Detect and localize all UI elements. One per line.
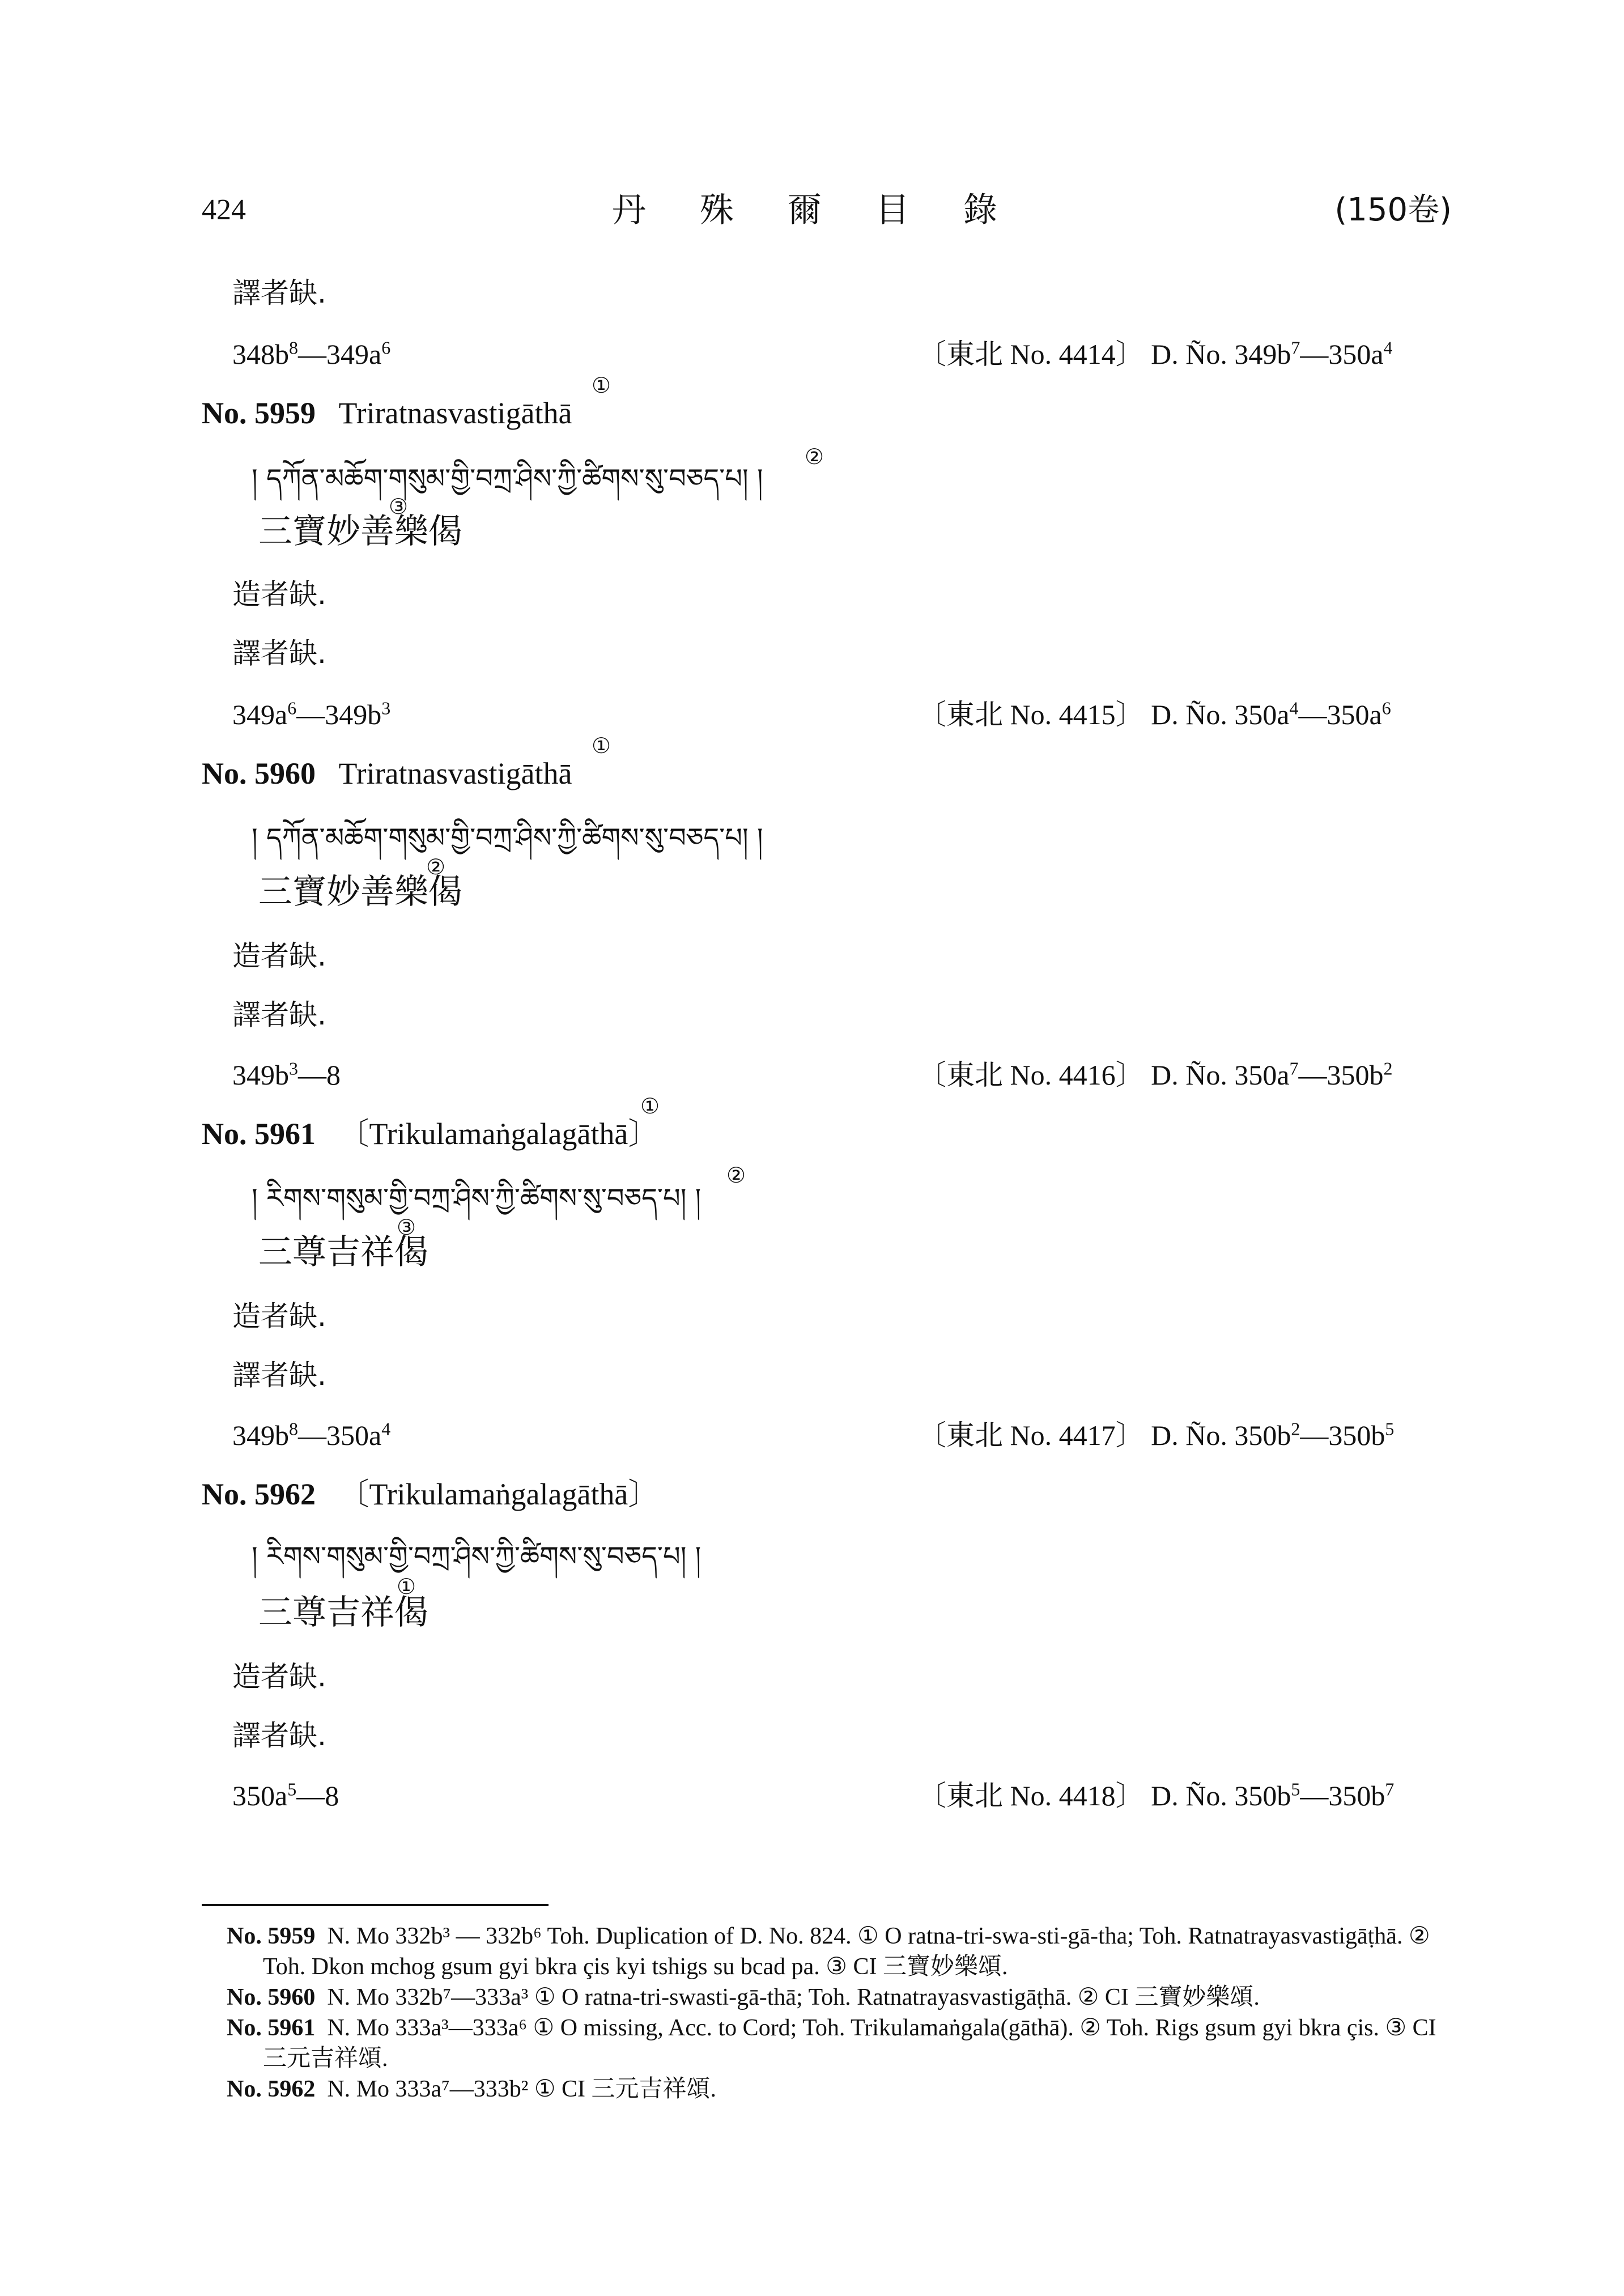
tibetan-title: ། རིགས་གསུམ་གྱི་བཀྲ་ཤིས་ཀྱི་ཚིགས་སུ་བཅད་པ། ། — [252, 1541, 702, 1572]
translator-line: 譯者缺. — [232, 1359, 326, 1392]
translator-line: 譯者缺. — [232, 637, 326, 670]
note-marker: ① — [592, 733, 611, 758]
note-marker: ② — [805, 444, 824, 469]
note-marker: ① — [397, 1574, 416, 1599]
tibetan-title: ། དཀོན་མཆོག་གསུམ་གྱི་བཀྲ་ཤིས་ཀྱི་ཚིགས་སུ་བཅད་པ། ། — [252, 463, 763, 495]
note-marker: ② — [426, 854, 446, 879]
note-marker: ② — [726, 1163, 746, 1188]
footnote: No. 5959 N. Mo 332b³ — 332b⁶ Toh. Duplication of D. No. 824. ① O ratna-tri-swa-sti-gā-tha; Toh. Ratnatrayasvastigāṭhā. ② Toh. Dkon mchog gsum gyi bkra çis kyi tshigs su bcad pa. ③ CI 三寶妙樂頌. — [227, 1923, 1430, 1980]
footnote: No. 5962 N. Mo 333a⁷—333b² ① CI 三元吉祥頌. — [227, 2076, 717, 2102]
note-marker: ① — [640, 1094, 660, 1119]
tibetan-title: ། དཀོན་མཆོག་གསུམ་གྱི་བཀྲ་ཤིས་ཀྱི་ཚིགས་སུ་བཅད་པ། ། — [252, 822, 763, 854]
folio-range: $350a^5—8$ — [232, 1779, 339, 1812]
chinese-title: 三尊吉祥偈 — [258, 1232, 428, 1272]
running-title-char: 丹 — [612, 190, 646, 230]
footnote: No. 5960 N. Mo 332b⁷—333a³ ① O ratna-tri-swasti-gā-thā; Toh. Ratnatrayasvastigāṭhā. ② CI 三寶妙樂頌. — [227, 1984, 1260, 2010]
cross-reference: 〔東北 No. 4417〕 D. Ño. $350b^2—350b^5$ — [918, 1418, 1395, 1451]
running-title-char: 殊 — [700, 190, 734, 230]
volume-label: (150卷) — [1334, 192, 1452, 228]
chinese-title: 三寶妙善樂偈 — [258, 872, 462, 912]
author-line: 造者缺. — [232, 578, 326, 611]
cross-reference: 〔東北 No. 4415〕 D. Ño. $350a^4—350a^6$ — [918, 698, 1391, 730]
footnote-rule — [202, 1904, 549, 1906]
cross-reference: 〔東北 No. 4418〕 D. Ño. $350b^5—350b^7$ — [918, 1779, 1395, 1812]
tibetan-title: ། རིགས་གསུམ་གྱི་བཀྲ་ཤིས་ཀྱི་ཚིགས་སུ་བཅད་པ། ། — [252, 1183, 702, 1214]
folio-range: $349b^3—8$ — [232, 1058, 341, 1091]
translator-line: 譯者缺. — [232, 998, 326, 1031]
note-marker: ① — [592, 373, 611, 398]
folio-range: $348b^8—349a^6$ — [232, 337, 391, 370]
chinese-title: 三尊吉祥偈 — [258, 1593, 428, 1632]
note-marker: ③ — [397, 1215, 416, 1240]
author-line: 造者缺. — [232, 939, 326, 972]
note-marker: ③ — [389, 494, 409, 519]
running-title-char: 目 — [875, 190, 909, 230]
folio-range: $349b^8—350a^4$ — [232, 1418, 391, 1451]
folio-range: $349a^6—349b^3$ — [232, 698, 391, 730]
cross-reference: 〔東北 No. 4414〕 D. Ño. $349b^7—350a^4$ — [918, 337, 1393, 370]
running-title-char: 錄 — [963, 190, 997, 230]
entry-heading: No. 5962 〔Trikulamaṅgalagāthā〕 — [202, 1477, 659, 1511]
translator-line: 譯者缺. — [232, 277, 326, 309]
author-line: 造者缺. — [232, 1660, 326, 1693]
running-title — [612, 190, 1051, 230]
cross-reference: 〔東北 No. 4416〕 D. Ño. $350a^7—350b^2$ — [918, 1058, 1393, 1091]
page-number: 424 — [202, 194, 246, 226]
entry-heading: No. 5960 Triratnasvastigāthā — [202, 756, 572, 790]
footnotes — [227, 1921, 1456, 2104]
entry-heading: No. 5961 〔Trikulamaṅgalagāthā〕 — [202, 1117, 659, 1151]
entry-heading: No. 5959 Triratnasvastigāthā — [202, 396, 572, 430]
chinese-title: 三寶妙善樂偈 — [258, 512, 462, 551]
footnote: No. 5961 N. Mo 333a³—333a⁶ ① O missing, Acc. to Cord; Toh. Trikulamaṅgala(gāthā). ② Toh. Rigs gsum gyi bkra çis. ③ CI 三元吉祥頌. — [227, 2015, 1436, 2072]
running-title-char: 爾 — [788, 190, 822, 230]
author-line: 造者缺. — [232, 1300, 326, 1333]
translator-line: 譯者缺. — [232, 1719, 326, 1752]
